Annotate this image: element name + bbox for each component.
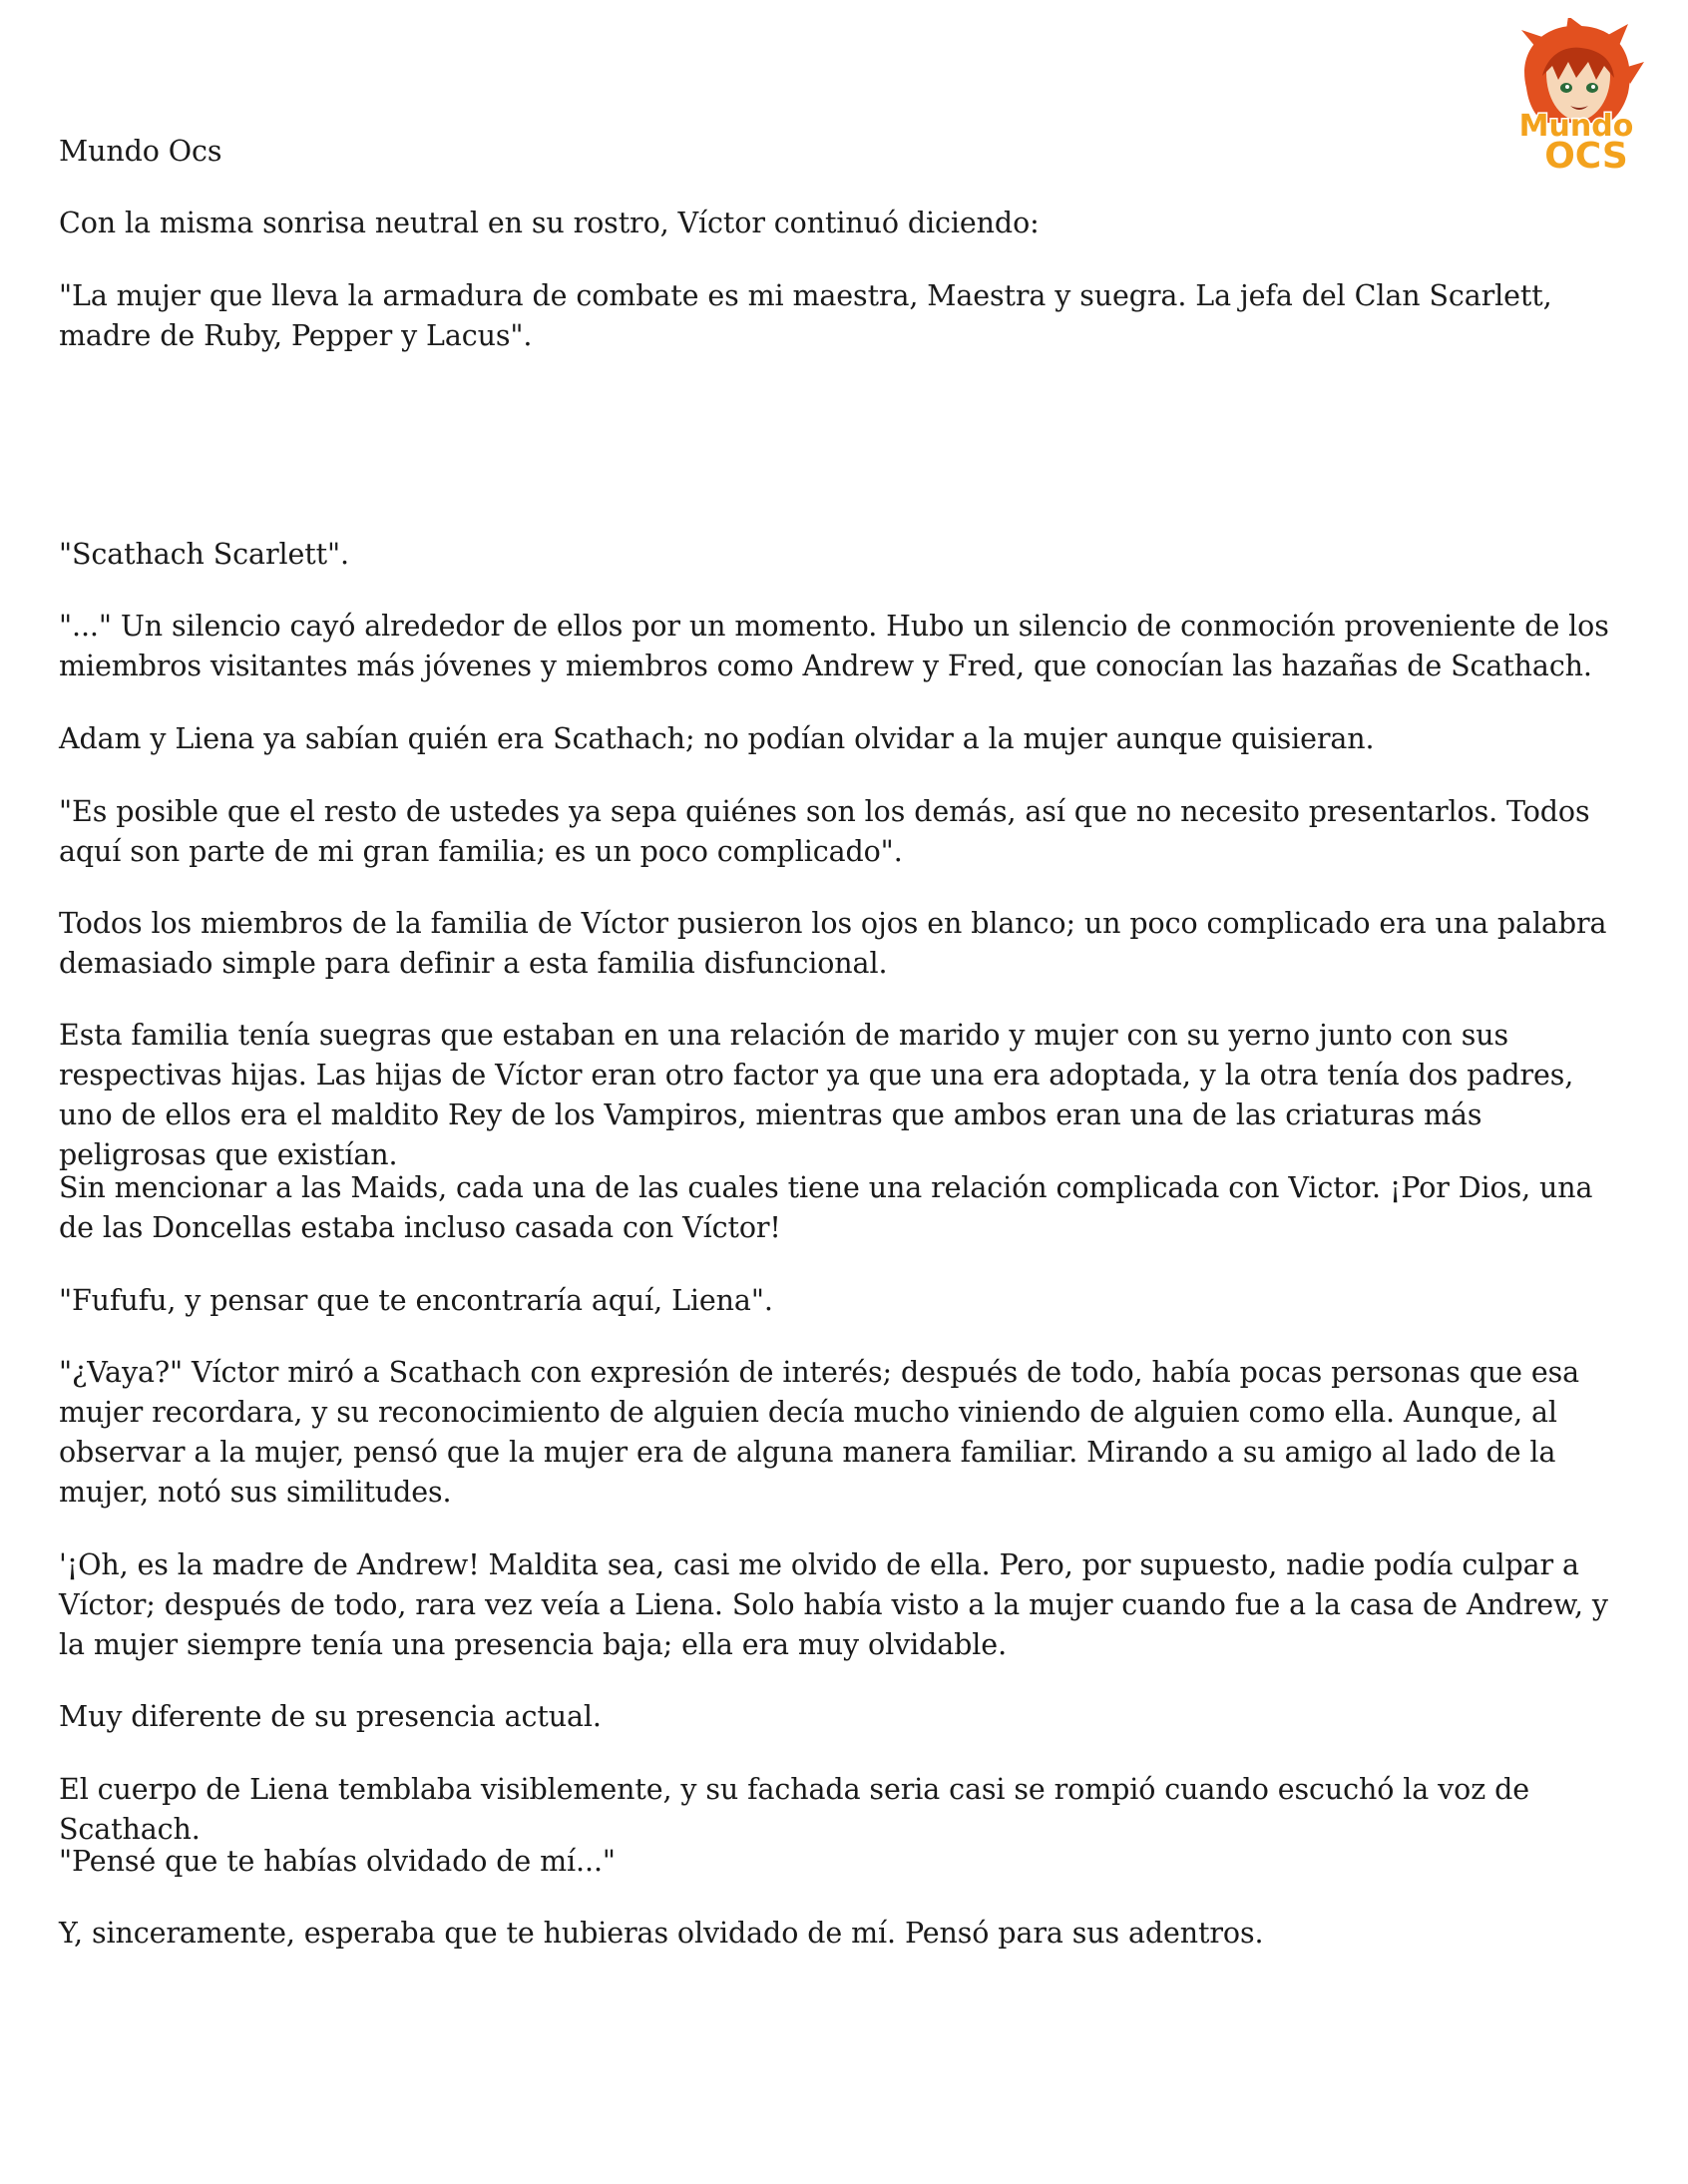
header-text: Mundo Ocs	[59, 135, 222, 168]
paragraph: "Fufufu, y pensar que te encontraría aquí, Liena".	[59, 1284, 773, 1317]
paragraph: "..." Un silencio cayó alrededor de ellos por un momento. Hubo un silencio de conmoción proveniente de los miembros visitantes más jóvenes y miembros como Andrew y Fred, que conocían las hazañas de Scathach.	[59, 610, 1609, 682]
paragraph: "Scathach Scarlett".	[59, 538, 349, 571]
paragraph: Y, sinceramente, esperaba que te hubieras olvidado de mí. Pensó para sus adentros.	[59, 1917, 1264, 1950]
paragraph: Esta familia tenía suegras que estaban en una relación de marido y mujer con su yerno junto con sus respectivas hijas. Las hijas de Víctor eran otro factor ya que una era adoptada, y la otra tenía dos padres, uno de ellos era el maldito Rey de los Vampiros, mientras que ambos eran una de las criaturas más peligrosas que existían.	[59, 1019, 1574, 1171]
paragraph: "¿Vaya?" Víctor miró a Scathach con expresión de interés; después de todo, había pocas personas que esa mujer recordara, y su reconocimiento de alguien decía mucho viniendo de alguien como ella. Aunque, al observar a la mujer, pensó que la mujer era de alguna manera familiar. Mirando a su amigo al lado de la mujer, notó sus similitudes.	[59, 1356, 1580, 1509]
paragraph: Adam y Liena ya sabían quién era Scathach; no podían olvidar a la mujer aunque quisieran.	[59, 722, 1375, 755]
paragraph: Con la misma sonrisa neutral en su rostro, Víctor continuó diciendo:	[59, 207, 1040, 239]
svg-text:Mundo: Mundo	[1518, 109, 1634, 144]
paragraph: "Es posible que el resto de ustedes ya sepa quiénes son los demás, así que no necesito presentarlos. Todos aquí son parte de mi gran familia; es un poco complicado".	[59, 795, 1590, 868]
paragraph: El cuerpo de Liena temblaba visiblemente, y su fachada seria casi se rompió cuando escuchó la voz de Scathach.	[59, 1773, 1529, 1846]
paragraph: "Pensé que te habías olvidado de mí..."	[59, 1845, 616, 1878]
paragraph: Todos los miembros de la familia de Víctor pusieron los ojos en blanco; un poco complicado era una palabra demasiado simple para definir a esta familia disfuncional.	[59, 907, 1607, 980]
paragraph: "La mujer que lleva la armadura de combate es mi maestra, Maestra y suegra. La jefa del Clan Scarlett, madre de Ruby, Pepper y Lacus".	[59, 279, 1552, 352]
svg-text:OCS: OCS	[1544, 136, 1628, 177]
paragraph: Muy diferente de su presencia actual.	[59, 1700, 602, 1733]
paragraph: Sin mencionar a las Maids, cada una de las cuales tiene una relación complicada con Victor. ¡Por Dios, una de las Doncellas estaba incluso casada con Víctor!	[59, 1171, 1593, 1244]
paragraph: '¡Oh, es la madre de Andrew! Maldita sea, casi me olvido de ella. Pero, por supuesto, nadie podía culpar a Víctor; después de todo, rara vez veía a Liena. Solo había visto a la mujer cuando fue a la casa de Andrew, y la mujer siempre tenía una presencia baja; ella era muy olvidable.	[59, 1548, 1608, 1661]
